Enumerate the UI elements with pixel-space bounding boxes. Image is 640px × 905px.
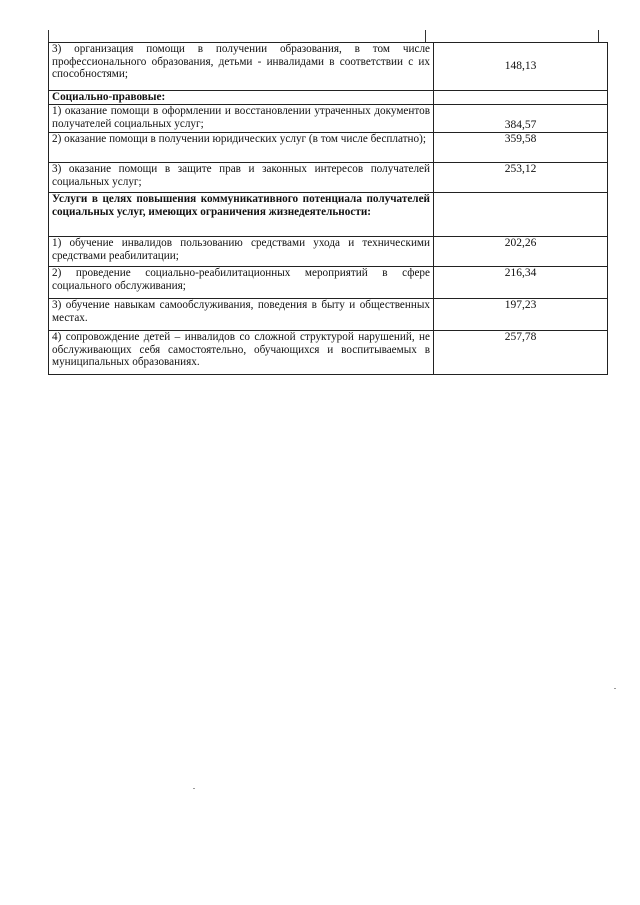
table-row [49,237,608,267]
table-section-row [49,193,608,237]
service-price: 148,13 [434,43,608,91]
table-row [49,105,608,133]
service-price: 216,34 [434,267,608,299]
table-row [49,299,608,331]
service-description: 3) оказание помощи в защите прав и законных интересов получателей социальных услуг; [49,163,434,193]
table-row [49,331,608,375]
service-description: 2) оказание помощи в получении юридических услуг (в том числе бесплатно); [49,133,434,163]
service-description: 1) оказание помощи в оформлении и восстановлении утраченных документов получателей социальных услуг; [49,105,434,133]
section-heading: Социально-правовые: [49,91,434,105]
section-price-empty [434,193,608,237]
service-description: 2) проведение социально-реабилитационных мероприятий в сфере социального обслуживания; [49,267,434,299]
service-price: 257,78 [434,331,608,375]
table-row [49,133,608,163]
table-border-stub-left [48,30,49,42]
service-price: 253,12 [434,163,608,193]
scan-speck [193,788,195,789]
section-price-empty [434,91,608,105]
table-border-stub-right [598,30,599,42]
service-description: 3) обучение навыкам самообслуживания, поведения в быту и общественных местах. [49,299,434,331]
table-row [49,267,608,299]
service-description: 1) обучение инвалидов пользованию средствами ухода и техническими средствами реабилитации; [49,237,434,267]
service-description: 3) организация помощи в получении образования, в том числе профессионального образования, детьми - инвалидами в соответствии с их способностями; [49,43,434,91]
table-border-stub-mid [425,30,426,42]
section-heading: Услуги в целях повышения коммуникативного потенциала получателей социальных услуг, имеющих ограничения жизнедеятельности: [49,193,434,237]
services-price-table [48,42,608,375]
service-price: 384,57 [434,105,608,133]
table-section-row [49,91,608,105]
service-price: 197,23 [434,299,608,331]
service-price: 202,26 [434,237,608,267]
table-row [49,163,608,193]
service-description: 4) сопровождение детей – инвалидов со сложной структурой нарушений, не обслуживающих себя самостоятельно, обучающихся и воспитываемых в муниципальных образованиях. [49,331,434,375]
scan-speck [614,688,616,689]
table-row [49,43,608,91]
service-price: 359,58 [434,133,608,163]
